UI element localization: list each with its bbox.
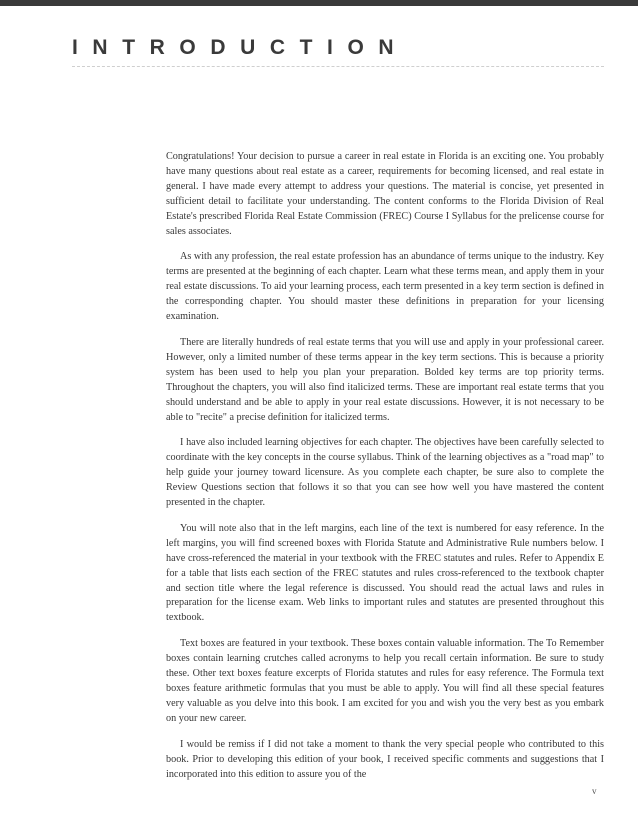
paragraph-acknowledgments: I would be remiss if I did not take a moment to thank the very special people who contributed to this book. Prior to developing this edition of your book, I received specific comments and suggestions that I incorporated into this edition to assure you of the (166, 738, 604, 780)
paragraph-learning-objectives: I have also included learning objectives for each chapter. The objectives have been carefully selected to coordinate with the key concepts in the course syllabus. Think of the learning objectives as a "road map" to help guide your journey toward licensure. As you complete each chapter, be sure also to complete the Review Questions section that follows it so that you can see how well you have mastered the content presented in the chapter. (166, 437, 604, 509)
paragraph-left-margins: You will note also that in the left margins, each line of the text is numbered for easy reference. In the left margins, you will find screened boxes with Florida Statute and Administrative Rule numbers below. I have cross-referenced the material in your textbook with the FREC statutes and rules. Refer to Appendix E for a table that lists each section of the FREC statutes and rules cross-referenced to the textbook chapter and section title where the legal reference is discussed. You should read the actual laws and rules in preparation for the license exam. Web links to important rules and statutes are presented throughout this textbook. (166, 522, 604, 624)
body-text (166, 150, 604, 793)
chapter-title: INTRODUCTION (72, 36, 409, 59)
page-number: v (592, 786, 597, 796)
paragraph-key-terms: As with any profession, the real estate profession has an abundance of terms unique to the industry. Key terms are presented at the beginning of each chapter. Learn what these terms mean, and apply them in your real estate discussions. To aid your learning process, each term presented in a key term section is defined in the corresponding chapter. You should master these definitions in preparation for your licensing examination. (166, 251, 604, 323)
paragraph-congratulations: Congratulations! Your decision to pursue a career in real estate in Florida is an exciting one. You probably have many questions about real estate as a career, requirements for becoming licensed, and real estate in general. I have made every attempt to address your questions. The material is concise, yet presented in sufficient detail to facilitate your understanding. The content conforms to the Florida Division of Real Estate's prescribed Florida Real Estate Commission (FREC) Course I Syllabus for the prelicense course for sales associates. (166, 151, 604, 237)
top-border-bar (0, 0, 638, 6)
paragraph-text-boxes: Text boxes are featured in your textbook. These boxes contain valuable information. The To Remember boxes contain learning crutches called acronyms to help you recall certain information. Be sure to study these. Other text boxes feature excerpts of Florida statutes and rules for easy reference. The Formula text boxes feature arithmetic formulas that you must be able to apply. You will find all these special features very valuable as you delve into this book. I am excited for you and wish you the very best as you embark on your new career. (166, 638, 604, 724)
title-divider (72, 66, 604, 67)
paragraph-priority-terms: There are literally hundreds of real estate terms that you will use and apply in your professional career. However, only a limited number of these terms appear in the key term sections. This is because a priority system has been used to help you plan your preparation. Bolded key terms are top priority terms. Throughout the chapters, you will also find italicized terms. These are important real estate terms that you should understand and be able to apply in your real estate discussions. However, it is not necessary to be able to "recite" a precise definition for italicized terms. (166, 336, 604, 423)
